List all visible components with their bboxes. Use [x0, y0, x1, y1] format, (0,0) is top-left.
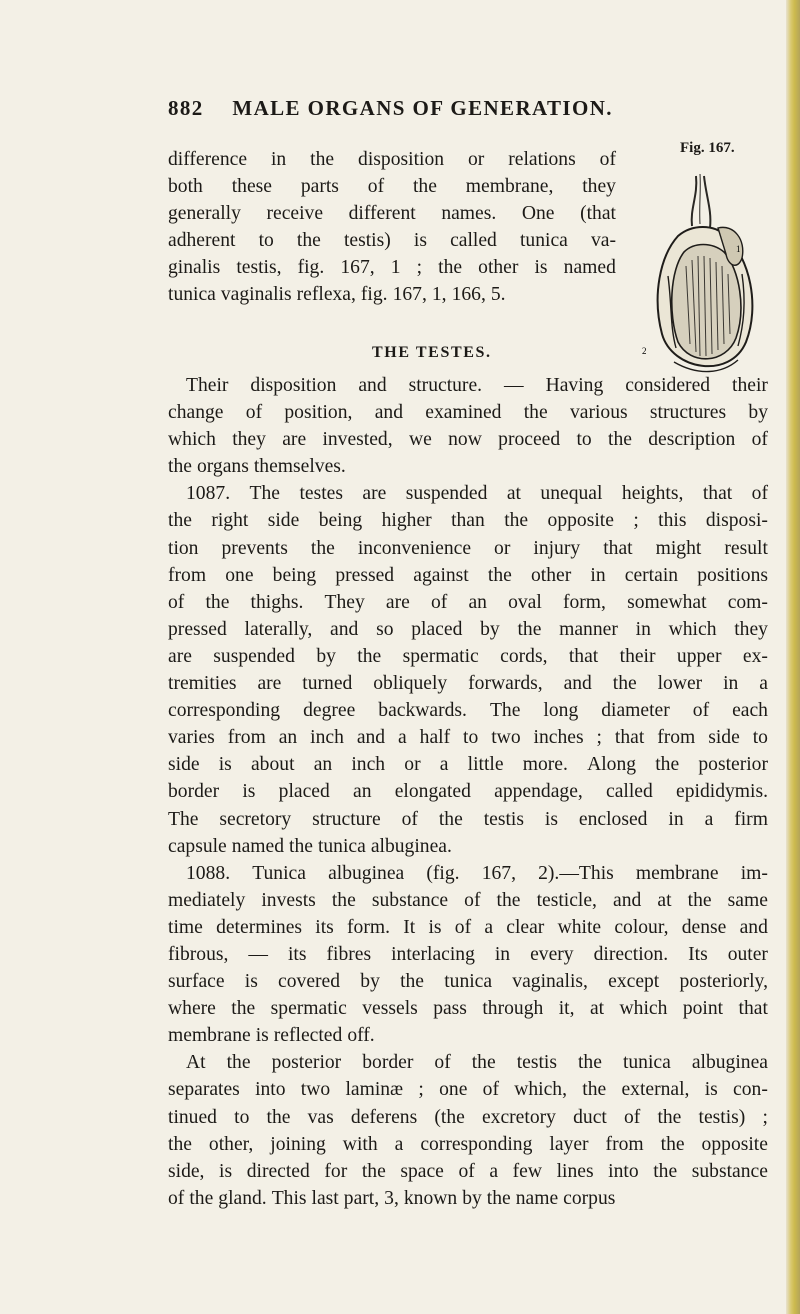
testis-illustration	[638, 166, 764, 388]
text-line: adherent to the testis) is called tunica va-	[168, 230, 616, 252]
text-line: border is placed an elongated appendage, called epididymis.	[168, 781, 768, 803]
body-text	[168, 372, 768, 1212]
text-line: membrane is reflected off.	[168, 1025, 375, 1047]
text-line: surface is covered by the tunica vaginalis, except posteriorly,	[168, 971, 768, 993]
text-line: side is about an inch or a little more. Along the posterior	[168, 754, 768, 776]
text-line: At the posterior border of the testis the tunica albuginea	[186, 1052, 768, 1074]
text-line: 1087. The testes are suspended at unequal heights, that of	[186, 483, 768, 505]
text-line: which they are invested, we now proceed to the description of	[168, 429, 768, 451]
text-line: the right side being higher than the opposite ; this disposi-	[168, 510, 768, 532]
text-line: tunica vaginalis reflexa, fig. 167, 1, 166, 5.	[168, 284, 506, 306]
text-line: time determines its form. It is of a clear white colour, dense and	[168, 916, 768, 938]
text-line: fibrous, — its fibres interlacing in every direction. Its outer	[168, 943, 768, 965]
page-title: MALE ORGANS OF GENERATION.	[232, 96, 613, 120]
text-line: tinued to the vas deferens (the excretory duct of the testis) ;	[168, 1106, 768, 1128]
callout-1: 1	[736, 244, 741, 254]
section-heading: THE TESTES.	[372, 344, 492, 361]
text-line: mediately invests the substance of the testicle, and at the same	[168, 889, 768, 911]
text-line: change of position, and examined the various structures by	[168, 402, 768, 424]
text-line: where the spermatic vessels pass through it, at which point that	[168, 998, 768, 1020]
text-line: of the gland. This last part, 3, known by the name corpus	[168, 1187, 616, 1209]
text-line: varies from an inch and a half to two inches ; that from side to	[168, 727, 768, 749]
page-number: 882	[168, 96, 204, 120]
text-line: 1088. Tunica albuginea (fig. 167, 2).—This membrane im-	[186, 862, 768, 884]
text-line: The secretory structure of the testis is enclosed in a firm	[168, 808, 768, 830]
text-line: of the thighs. They are of an oval form, somewhat com-	[168, 591, 768, 613]
text-line: tremities are turned obliquely forwards, and the lower in a	[168, 673, 768, 695]
text-line: pressed laterally, and so placed by the manner in which they	[168, 618, 768, 640]
text-line: ginalis testis, fig. 167, 1 ; the other is named	[168, 257, 616, 279]
text-line: tion prevents the inconvenience or injury that might result	[168, 537, 768, 559]
text-line: the organs themselves.	[168, 456, 346, 478]
text-line: corresponding degree backwards. The long diameter of each	[168, 700, 768, 722]
figure-label: Fig. 167.	[680, 140, 735, 156]
text-line: both these parts of the membrane, they	[168, 176, 616, 198]
text-line: capsule named the tunica albuginea.	[168, 835, 452, 857]
text-line: are suspended by the spermatic cords, that their upper ex-	[168, 645, 768, 667]
text-line: Their disposition and structure. — Having considered their	[186, 375, 768, 396]
text-line: side, is directed for the space of a few lines into the substance	[168, 1160, 768, 1182]
intro-paragraph	[168, 146, 616, 309]
running-head	[168, 96, 648, 121]
text-line: from one being pressed against the other in certain positions	[168, 564, 768, 586]
page-edge	[786, 0, 800, 1314]
text-line: the other, joining with a corresponding layer from the opposite	[168, 1133, 768, 1155]
text-line: difference in the disposition or relations of	[168, 149, 616, 170]
text-line: generally receive different names. One (that	[168, 203, 616, 225]
text-line: separates into two laminæ ; one of which, the external, is con-	[168, 1079, 768, 1101]
callout-2: 2	[642, 346, 647, 356]
